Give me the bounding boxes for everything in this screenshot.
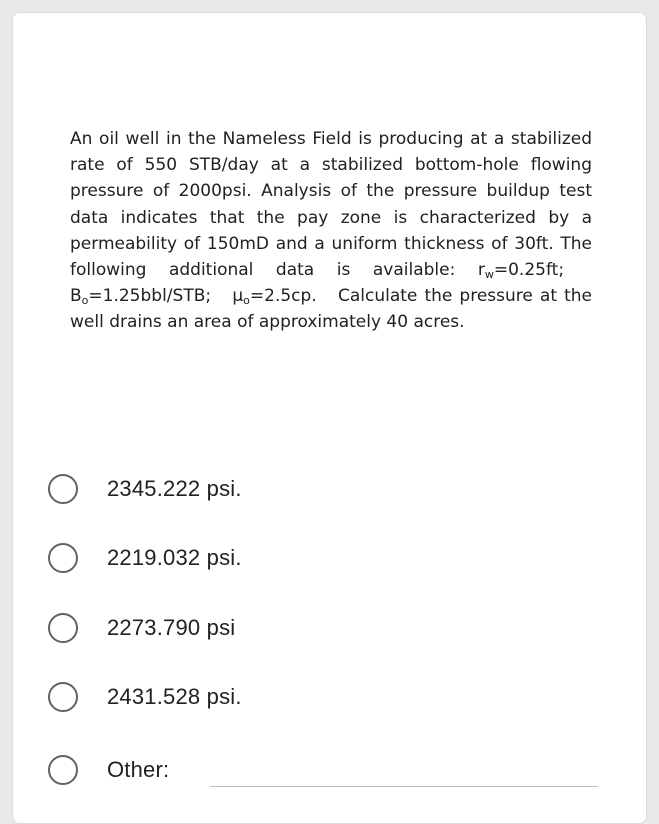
option-other[interactable] — [48, 750, 169, 790]
radio-button[interactable] — [48, 474, 78, 504]
option-2[interactable] — [48, 538, 242, 578]
other-text-input[interactable] — [210, 786, 598, 787]
option-label: 2219.032 psi. — [107, 545, 242, 570]
option-label: 2431.528 psi. — [107, 684, 242, 709]
radio-button[interactable] — [48, 755, 78, 785]
option-1[interactable] — [48, 469, 242, 509]
radio-button[interactable] — [48, 613, 78, 643]
option-label: 2273.790 psi — [107, 615, 236, 640]
option-label: Other: — [107, 757, 170, 782]
radio-button[interactable] — [48, 543, 78, 573]
rw-param: $r_w=0.25ft$; — [477, 260, 565, 282]
option-4[interactable] — [48, 677, 242, 717]
option-3[interactable] — [48, 608, 235, 648]
option-label: 2345.222 psi. — [107, 476, 242, 501]
question-text — [70, 126, 592, 336]
radio-button[interactable] — [48, 682, 78, 712]
question-intro: An oil well in the Nameless Field is producing at a stabilized rate of 550 STB/day at a stabilized bottom-hole flowing pressure of 2000psi. Analysis of the pressure buildup test data indicates that the pay zone is characterized by a permeability of 150mD and a uniform thickness of 30ft. The following additional data is available: — [70, 129, 592, 281]
question-tail: Calculate the pressure at the well drains an area of approximately 40 acres. — [70, 286, 592, 333]
mu-param: $\mu_o=2.5cp$. — [232, 286, 317, 308]
bo-param: $B_o=1.25bbl$/STB; — [70, 286, 212, 308]
